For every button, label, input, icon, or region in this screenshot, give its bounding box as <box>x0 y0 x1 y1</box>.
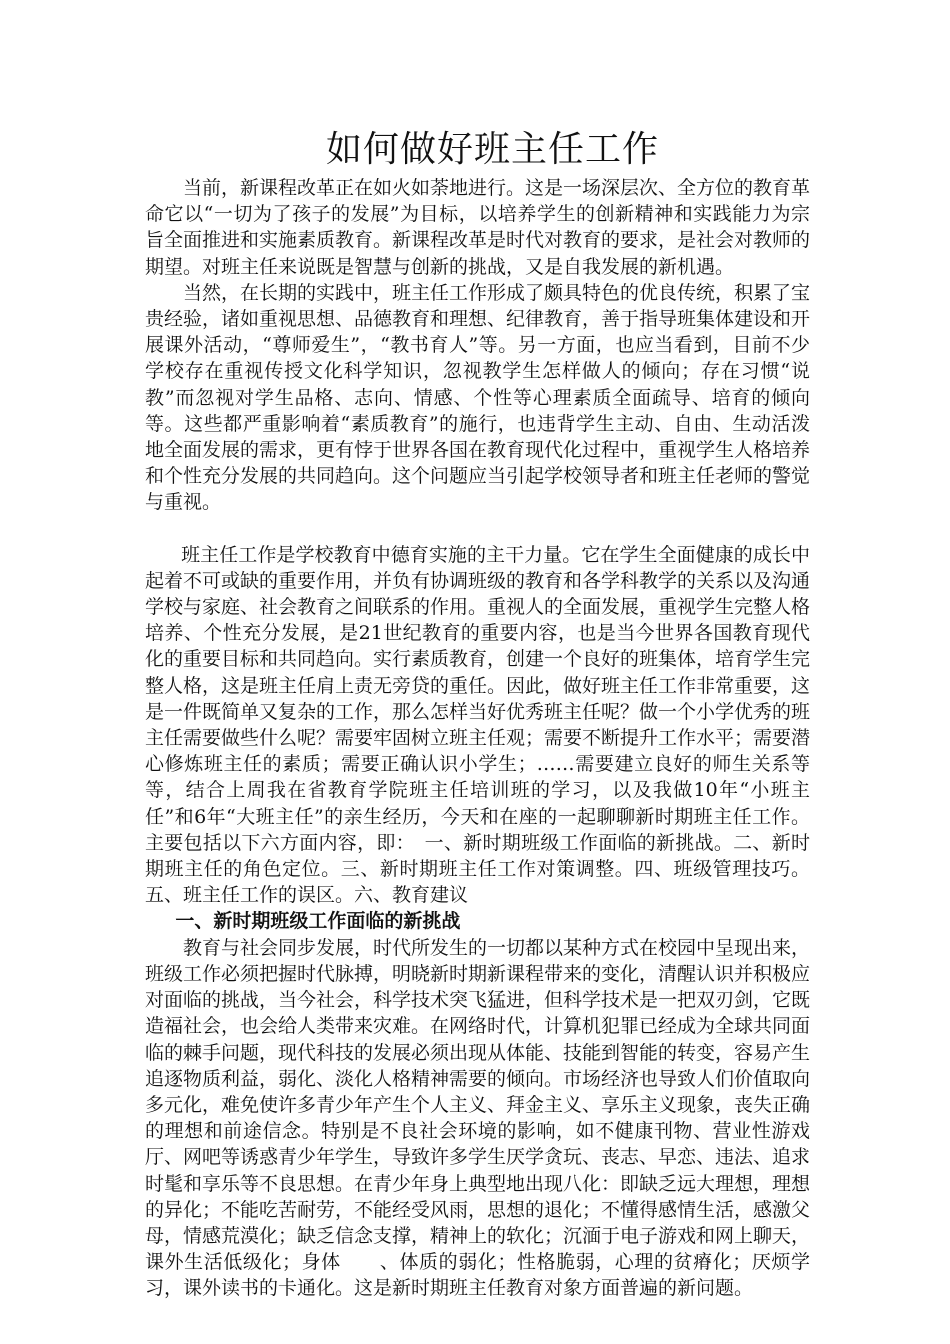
intro-paragraph: 当前，新课程改革正在如火如荼地进行。这是一场深层次、全方位的教育革命它以“一切为了孩子的发展”为目标，以培养学生的创新精神和实践能力为宗旨全面推进和实施素质教育。新课程改革是时代对教育的要求，是社会对教师的期望。对班主任来说既是智慧与创新的挑战，又是自我发展的新机遇。 <box>145 177 811 278</box>
overview-paragraph: 班主任工作是学校教育中德育实施的主干力量。它在学生全面健康的成长中起着不可或缺的重要作用，并负有协调班级的教育和各学科教学的关系以及沟通学校与家庭、社会教育之间联系的作用。重视人的全面发展，重视学生完整人格培养、个性充分发展，是21世纪教育的重要内容，也是当今世界各国教育现代化的重要目标和共同趋向。实行素质教育，创建一个良好的班集体，培育学生完整人格，这是班主任肩上责无旁贷的重任。因此，做好班主任工作非常重要，这是一件既简单又复杂的工作，那么怎样当好优秀班主任呢？做一个小学优秀的班主任需要做些什么呢？需要牢固树立班主任观；需要不断提升工作水平；需要潜心修炼班主任的素质；需要正确认识小学生；……需要建立良好的师生关系等等，结合上周我在省教育学院班主任培训班的学习，以及我做10年“小班主任”和6年“大班主任”的亲生经历，今天和在座的一起聊聊新时期班主任工作。主要包括以下六方面内容，即： 一、新时期班级工作面临的新挑战。二、新时期班主任的角色定位。三、新时期班主任工作对策调整。四、班级管理技巧。五、班主任工作的误区。六、教育建议 <box>145 543 811 907</box>
document-page <box>145 125 810 1302</box>
tradition-paragraph: 当然，在长期的实践中，班主任工作形成了颇具特色的优良传统，积累了宝贵经验，诸如重视思想、品德教育和理想、纪律教育，善于指导班集体建设和开展课外活动，“尊师爱生”，“教书育人”等。另一方面，也应当看到，目前不少学校存在重视传授文化科学知识，忽视教学生怎样做人的倾向；存在习惯“说教”而忽视对学生品格、志向、情感、个性等心理素质全面疏导、培育的倾向等。这些都严重影响着“素质教育”的施行，也违背学生主动、自由、生动活泼地全面发展的需求，更有悖于世界各国在教育现代化过程中，重视学生人格培养和个性充分发展的共同趋向。这个问题应当引起学校领导者和班主任老师的警觉与重视。 <box>145 281 811 514</box>
document-title: 如何做好班主任工作 <box>325 129 659 170</box>
blank-line <box>145 516 810 542</box>
challenge-paragraph: 教育与社会同步发展，时代所发生的一切都以某种方式在校园中呈现出来，班级工作必须把握时代脉搏，明晓新时期新课程带来的变化，清醒认识并积极应对面临的挑战，当今社会，科学技术突飞猛进，但科学技术是一把双刃剑，它既造福社会，也会给人类带来灾难。在网络时代，计算机犯罪已经成为全球共同面临的棘手问题，现代科技的发展必须出现从体能、技能到智能的转变，容易产生追逐物质利益，弱化、淡化人格精神需要的倾向。市场经济也导致人们价值取向多元化，难免使许多青少年产生个人主义、拜金主义、享乐主义现象，丧失正确的理想和前途信念。特别是不良社会环境的影响，如不健康刊物、营业性游戏厅、网吧等诱惑青少年学生，导致许多学生厌学贪玩、丧志、早恋、违法、追求时髦和享乐等不良思想。在青少年身上典型地出现八化：即缺乏远大理想，理想的异化；不能吃苦耐劳，不能经受风雨，思想的退化；不懂得感情生活，感激父母，情感荒漠化；缺乏信念支撑，精神上的软化；沉湎于电子游戏和网上聊天，课外生活低级化；身体 、体质的弱化；性格脆弱，心理的贫瘠化；厌烦学习，课外读书的卡通化。这是新时期班主任教育对象方面普遍的新问题。 <box>145 936 811 1300</box>
section-heading: 一、新时期班级工作面临的新挑战 <box>175 910 461 933</box>
